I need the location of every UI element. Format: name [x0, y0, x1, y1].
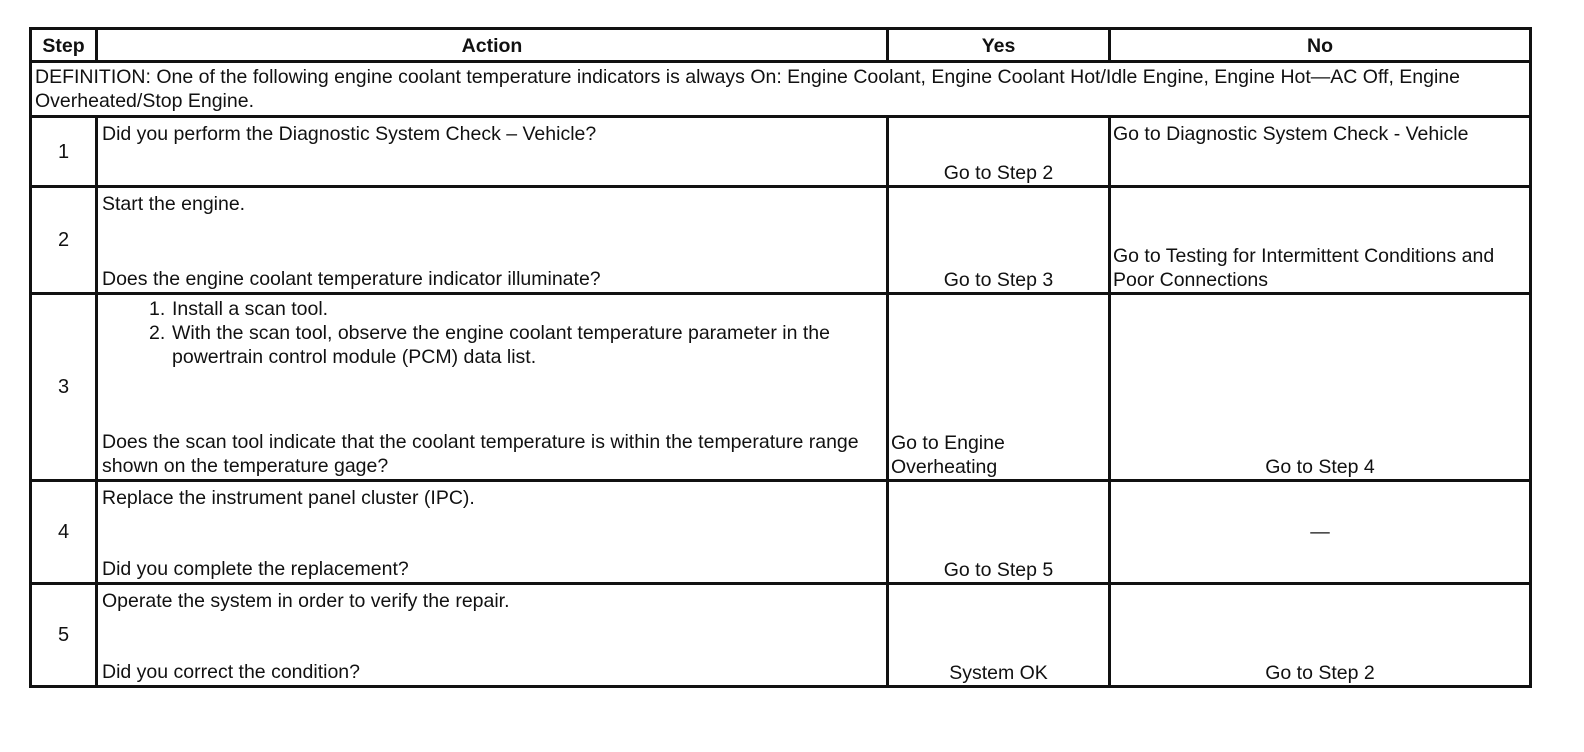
yes-result: Go to Engine Overheating [888, 294, 1110, 481]
no-result: Go to Step 4 [1110, 294, 1531, 481]
header-row [31, 29, 1531, 62]
header-yes: Yes [888, 29, 1110, 62]
no-result: — [1110, 481, 1531, 584]
no-result: Go to Step 2 [1110, 584, 1531, 687]
yes-result: System OK [888, 584, 1110, 687]
action-question: Did you complete the replacement? [102, 558, 409, 580]
diagnostic-table [29, 27, 1532, 688]
action-cell [97, 187, 888, 294]
no-result: Go to Diagnostic System Check - Vehicle [1110, 117, 1531, 187]
action-question: Does the scan tool indicate that the coolant temperature is within the temperature range shown on the temperature gage? [102, 431, 859, 477]
step-number: 5 [31, 584, 97, 687]
action-cell [97, 584, 888, 687]
action-cell [97, 294, 888, 481]
action-instruction: Start the engine. [102, 193, 246, 215]
step-number: 3 [31, 294, 97, 481]
procedure-list [102, 297, 882, 369]
action-text: Did you perform the Diagnostic System Check – Vehicle? [97, 117, 888, 187]
table-row [31, 117, 1531, 187]
action-question: Does the engine coolant temperature indicator illuminate? [102, 268, 601, 290]
step-number: 4 [31, 481, 97, 584]
definition-row [31, 62, 1531, 117]
step-number: 2 [31, 187, 97, 294]
action-cell [97, 481, 888, 584]
table-row [31, 294, 1531, 481]
no-result: Go to Testing for Intermittent Conditions and Poor Connections [1110, 187, 1531, 294]
definition-text: DEFINITION: One of the following engine coolant temperature indicators is always On: Engine Coolant, Engine Coolant Hot/Idle Engine, Engine Hot—AC Off, Engine Overheated/Stop Engine. [31, 62, 1531, 117]
yes-result: Go to Step 3 [888, 187, 1110, 294]
list-item: 2. With the scan tool, observe the engine coolant temperature parameter in the powertrain control module (PCM) data list. [149, 322, 830, 368]
action-instruction: Replace the instrument panel cluster (IPC). [102, 487, 475, 509]
yes-result: Go to Step 2 [888, 117, 1110, 187]
list-item: 1. Install a scan tool. [149, 298, 329, 320]
header-no: No [1110, 29, 1531, 62]
yes-result: Go to Step 5 [888, 481, 1110, 584]
table-row [31, 584, 1531, 687]
header-step: Step [31, 29, 97, 62]
table-row [31, 187, 1531, 294]
action-instruction: Operate the system in order to verify the repair. [102, 590, 510, 612]
action-question: Did you correct the condition? [102, 661, 360, 683]
step-number: 1 [31, 117, 97, 187]
header-action: Action [97, 29, 888, 62]
table-row [31, 481, 1531, 584]
